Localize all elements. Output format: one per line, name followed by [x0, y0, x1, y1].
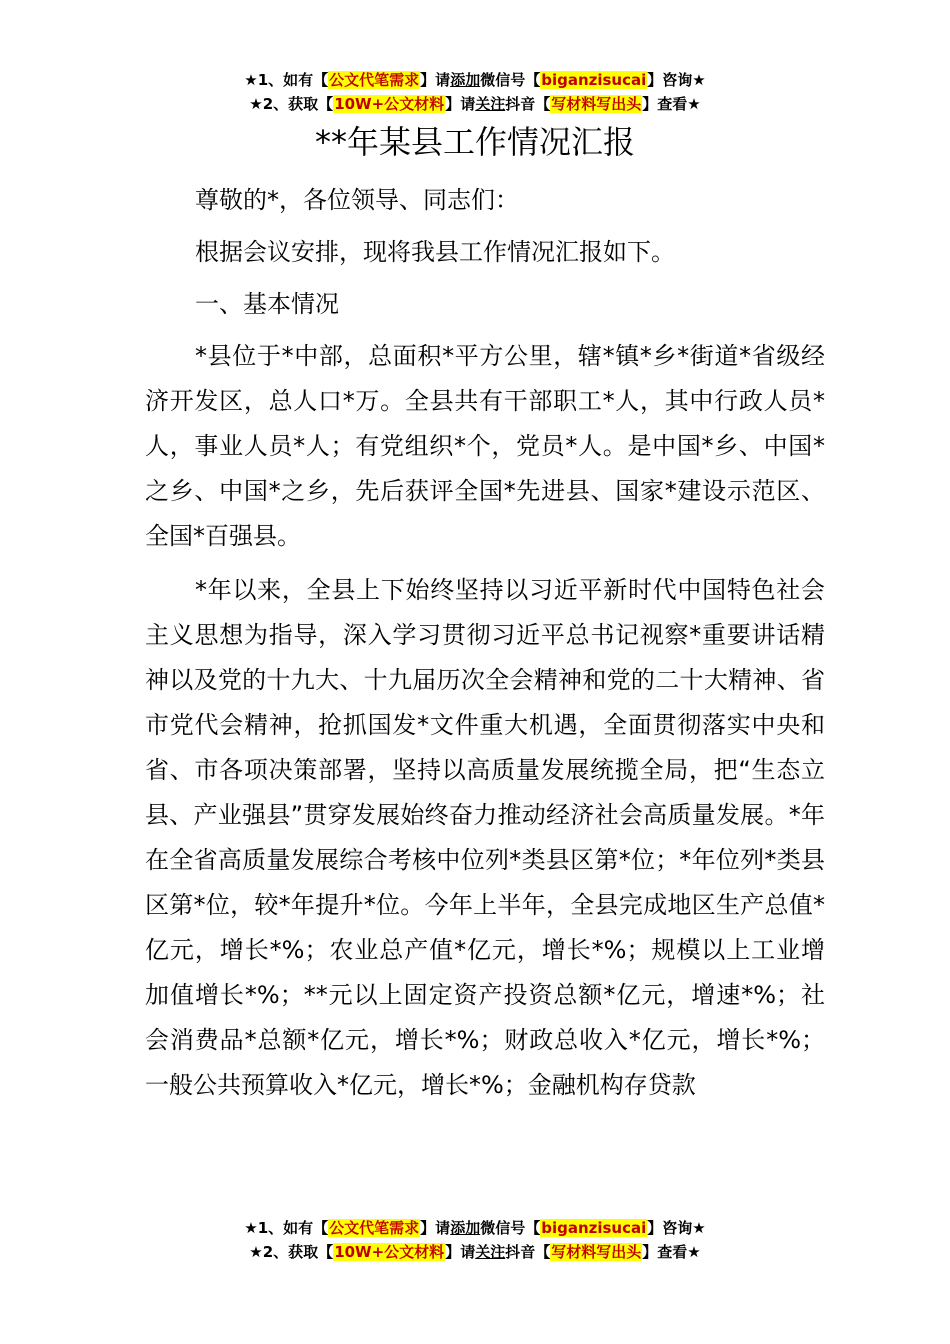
highlight-service: 公文代笔需求: [329, 71, 420, 89]
highlight-douyin: 写材料写出头: [551, 95, 642, 113]
footer-banner: [0, 1216, 950, 1264]
highlight-wechat-id: biganzisucai: [541, 1219, 647, 1237]
intro-paragraph: 根据会议安排，现将我县工作情况汇报如下。: [195, 238, 675, 266]
highlight-service: 公文代笔需求: [329, 1219, 420, 1237]
salutation: 尊敬的*，各位领导、同志们：: [195, 186, 519, 214]
banner-line-2: ★2、获取【10W+公文材料】请关注抖音【写材料写出头】查看★: [249, 95, 701, 113]
document-body: [145, 178, 825, 1117]
highlight-materials: 10W+公文材料: [334, 1243, 445, 1261]
body-paragraph: *年以来，全县上下始终坚持以习近平新时代中国特色社会主义思想为指导，深入学习贯彻习近平总书记视察*重要讲话精神以及党的十九大、十九届历次全会精神和党的二十大精神、省市党代会精神，抢抓国发*文件重大机遇，全面贯彻落实中央和省、市各项决策部署，坚持以高质量发展统揽全局，把“生态立县、产业强县”贯穿发展始终奋力推动经济社会高质量发展。*年在全省高质量发展综合考核中位列*类县区第*位；*年位列*类县区第*位，较*年提升*位。今年上半年，全县完成地区生产总值*亿元，增长*%；农业总产值*亿元，增长*%；规模以上工业增加值增长*%；**元以上固定资产投资总额*亿元，增速*%；社会消费品*总额*亿元，增长*%；财政总收入*亿元，增长*%；一般公共预算收入*亿元，增长*%；金融机构存贷款: [145, 576, 825, 1099]
highlight-wechat-id: biganzisucai: [541, 71, 647, 89]
highlight-materials: 10W+公文材料: [334, 95, 445, 113]
highlight-douyin: 写材料写出头: [551, 1243, 642, 1261]
banner-line-2: ★2、获取【10W+公文材料】请关注抖音【写材料写出头】查看★: [249, 1243, 701, 1261]
banner-line-1: ★1、如有【公文代笔需求】请添加微信号【biganzisucai】咨询★: [244, 1219, 706, 1237]
body-paragraph: *县位于*中部，总面积*平方公里，辖*镇*乡*街道*省级经济开发区，总人口*万。全县共有干部职工*人，其中行政人员*人，事业人员*人；有党组织*个，党员*人。是中国*乡、中国*之乡、中国*之乡，先后获评全国*先进县、国家*建设示范区、全国*百强县。: [145, 342, 825, 550]
document-title: **年某县工作情况汇报: [314, 123, 635, 161]
header-banner: [0, 68, 950, 116]
section-heading: 一、基本情况: [195, 290, 339, 318]
banner-line-1: ★1、如有【公文代笔需求】请添加微信号【biganzisucai】咨询★: [244, 71, 706, 89]
